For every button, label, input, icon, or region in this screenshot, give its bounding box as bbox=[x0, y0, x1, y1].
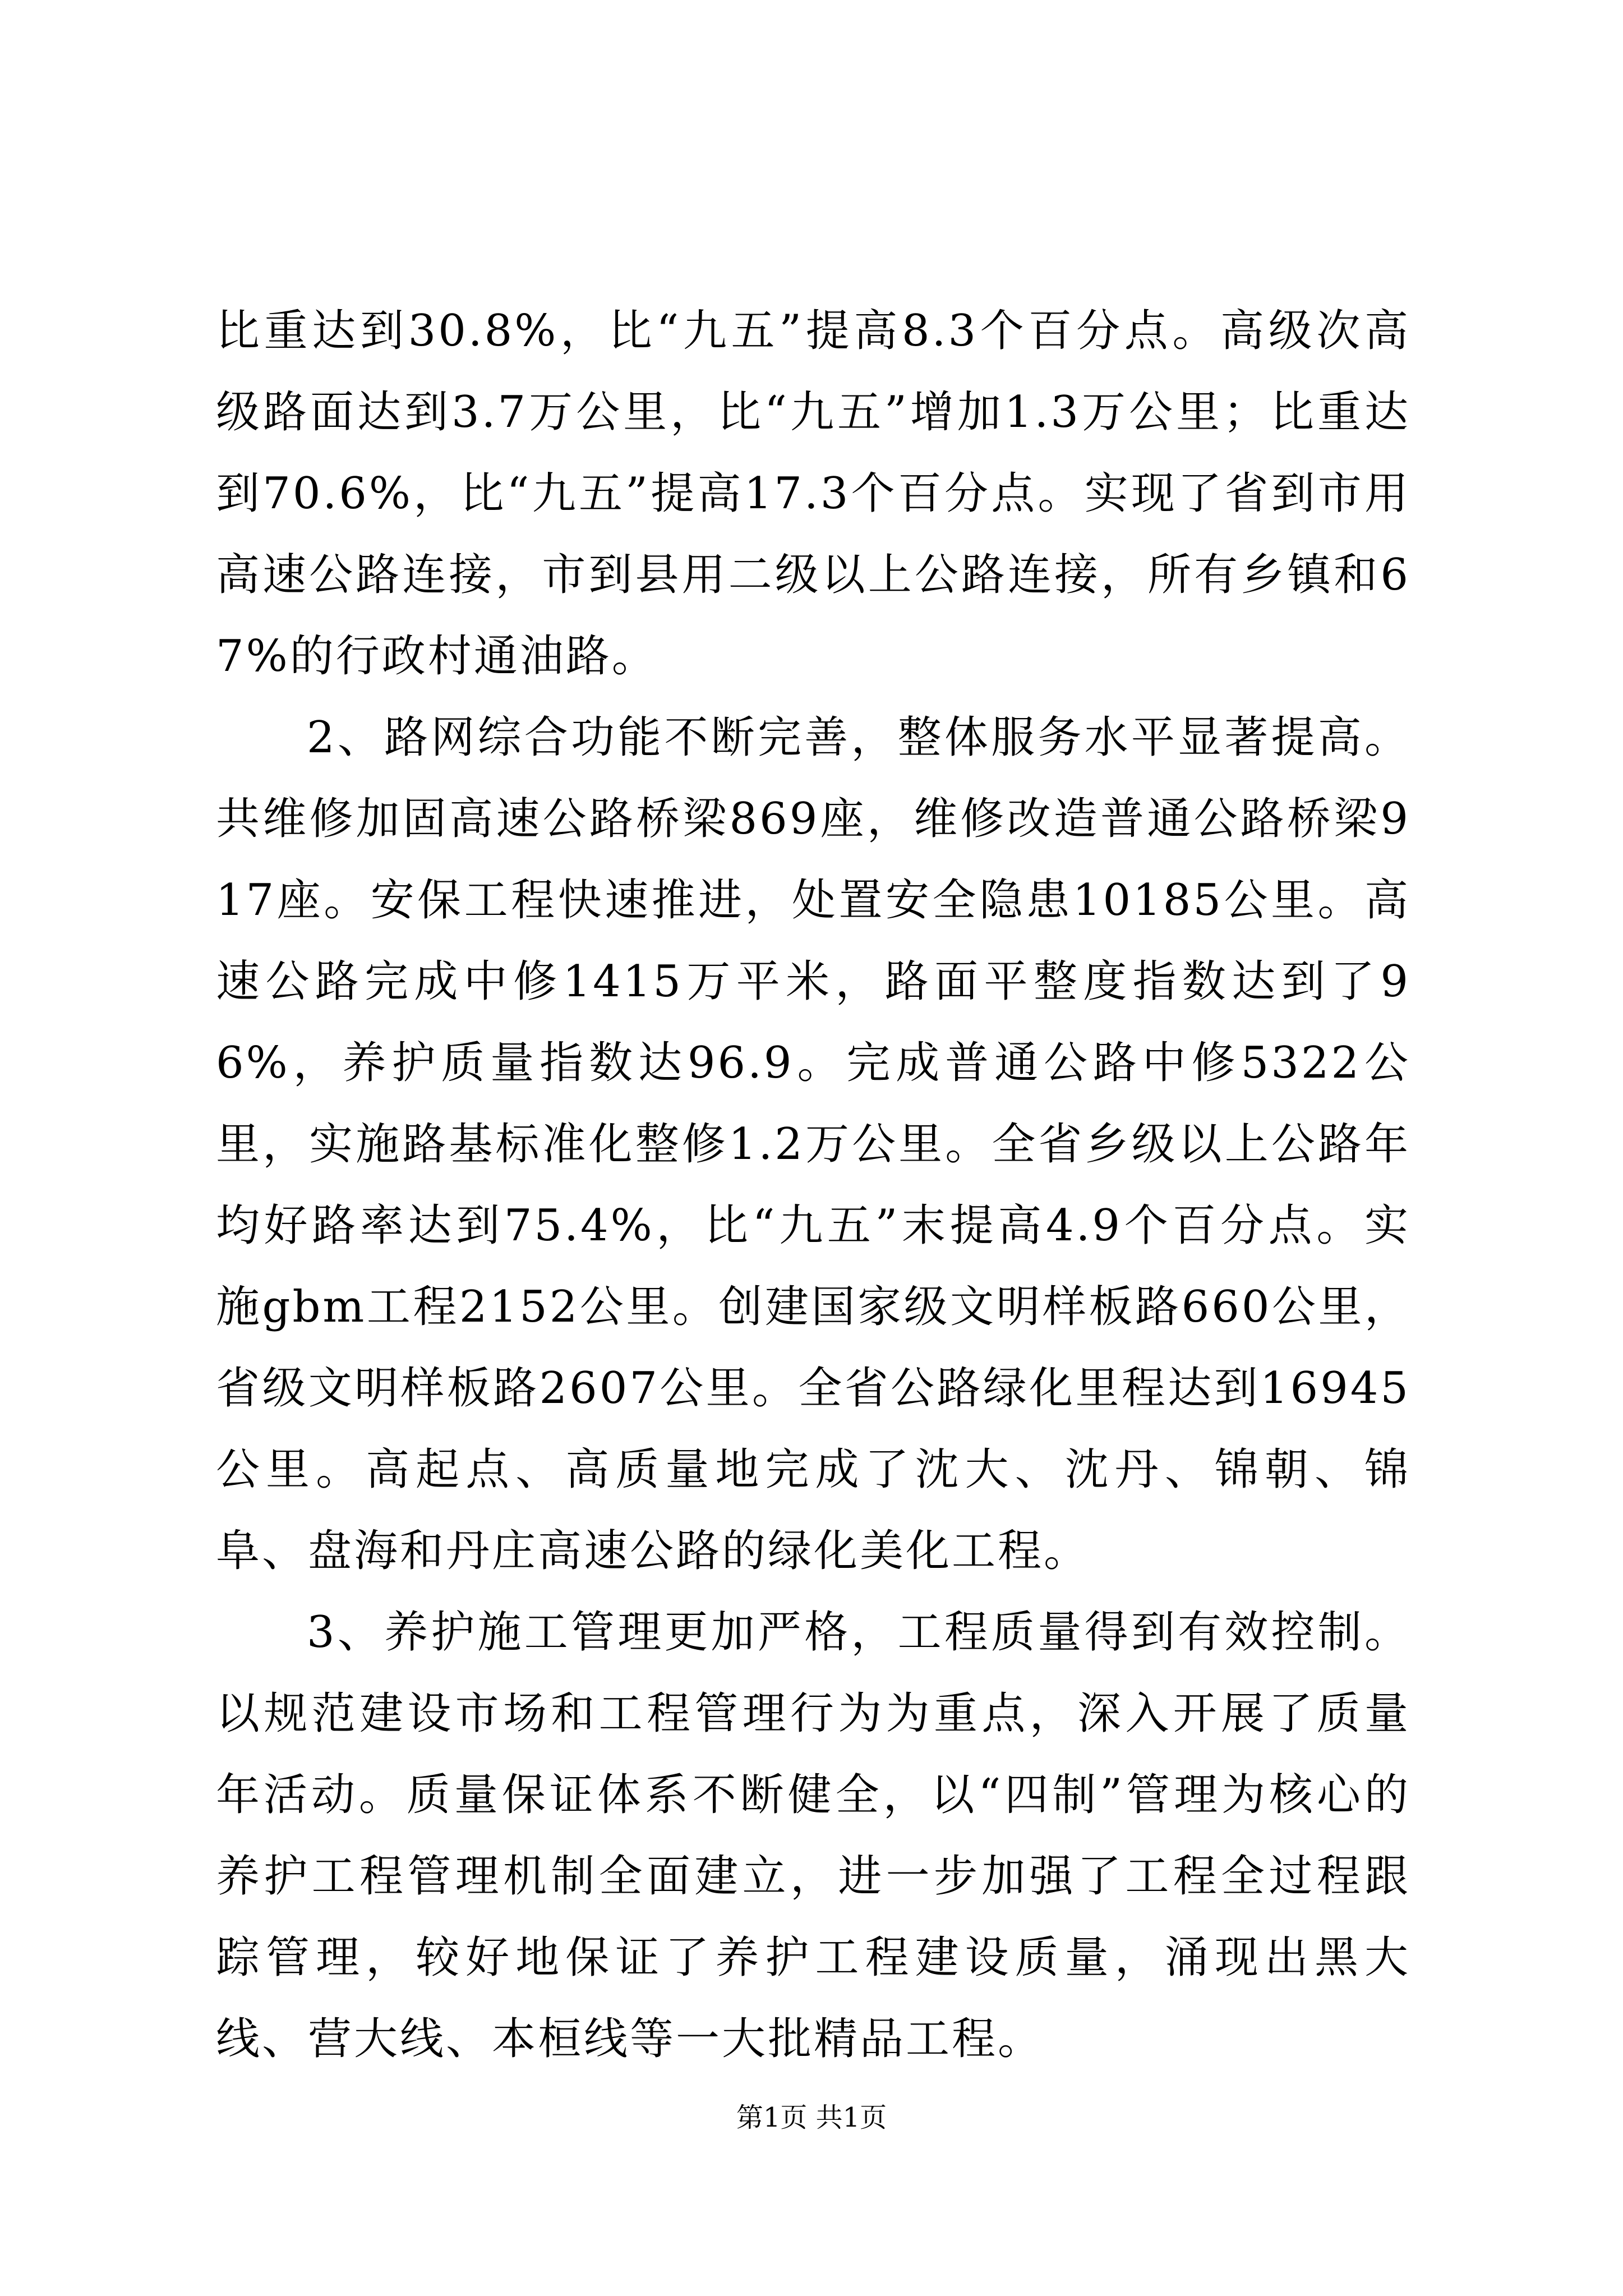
paragraph-continuation: 比重达到30.8%，比“九五”提高8.3个百分点。高级次高级路面达到3.7万公里，比“九五”增加1.3万公里；比重达到70.6%，比“九五”提高17.3个百分点。实现了省到市用高速公路连接，市到县用二级以上公路连接，所有乡镇和67%的行政村通油路。 bbox=[216, 306, 1410, 682]
paragraph-road-network: 2、路网综合功能不断完善，整体服务水平显著提高。共维修加固高速公路桥梁869座，维修改造普通公路桥梁917座。安保工程快速推进，处置安全隐患10185公里。高速公路完成中修1415万平米，路面平整度指数达到了96%，养护质量指数达96.9。完成普通公路中修5322公里，实施路基标准化整修1.2万公里。全省乡级以上公路年均好路率达到75.4%，比“九五”末提高4.9个百分点。实施gbm工程2152公里。创建国家级文明样板路660公里，省级文明样板路2607公里。全省公路绿化里程达到16945公里。高起点、高质量地完成了沈大、沈丹、锦朝、锦阜、盘海和丹庄高速公路的绿化美化工程。 bbox=[216, 712, 1410, 1576]
page-footer: 第1页 共1页 bbox=[736, 2102, 887, 2133]
paragraph-maintenance-management: 3、养护施工管理更加严格，工程质量得到有效控制。以规范建设市场和工程管理行为为重点，深入开展了质量年活动。质量保证体系不断健全，以“四制”管理为核心的养护工程管理机制全面建立，进一步加强了工程全过程跟踪管理，较好地保证了养护工程建设质量，涌现出黑大线、营大线、本桓线等一大批精品工程。 bbox=[216, 1607, 1410, 2064]
document-body bbox=[216, 291, 1410, 2080]
